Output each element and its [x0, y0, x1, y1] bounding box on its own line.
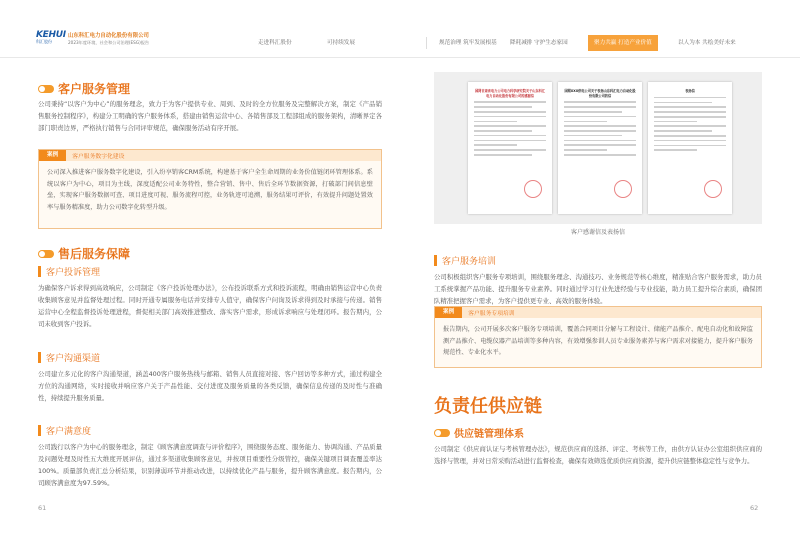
satisfaction-body: 公司践行以客户为中心的服务理念，制定《顾客满意度调查与评价程序》，围绕服务态度、服务能力、协调沟通、产品质量及问题处理及时性五大维度开展评估，通过多渠道收集顾客意见，并按项目重要性分级管控，确保关键项目调查覆盖率达100%。质量部负责汇总分析结果，识别薄弱环节并推动改进，以持续优化产品与服务，提升顾客满意度。报告期内，公司顾客满意度为97.59%。 — [38, 443, 382, 487]
channel-body: 公司建立多元化的客户沟通渠道，涵盖400客户服务热线与邮箱、销售人员直接对接、客户回访等多种方式，通过构建全方位的沟通网络，实时接收并响应客户关于产品性能、交付进度及服务质量的各类反馈，确保信息传递的及时性与准确性，持续提升服务质量。 — [38, 370, 382, 402]
case-text: 公司深入推进客户服务数字化建设，引入纷享销客CRM系统，构建基于客户全生命周期的业务价值链闭环管理体系。系统以客户为中心，项目为主线，深度适配公司业务特性，整合营销、售中、售后全环节数据资源，打破部门间信息壁垒，实现客户服务数据可查、项目进度可视、服务流程可控，业务轨迹可追溯，服务结果可评价，有效提升问题处置效率与服务精准度，助力公司数字化转型升级。 — [47, 169, 373, 211]
complaint-title: 客户投诉管理 — [46, 268, 101, 278]
thank-you-letter-1 — [468, 82, 552, 214]
supply-chain-heading — [434, 425, 524, 440]
satisfaction-heading — [38, 424, 91, 437]
case-tag: 案例 — [435, 307, 462, 318]
page-number-right: 62 — [750, 504, 759, 512]
company-logo — [36, 30, 64, 46]
heading-bar — [38, 266, 41, 277]
complaint-heading — [38, 265, 100, 278]
training-heading — [434, 254, 496, 267]
toggle-icon — [38, 85, 54, 93]
nav-item-about[interactable]: 走进科汇股份 — [258, 40, 292, 46]
satisfaction-title: 客户满意度 — [46, 427, 92, 437]
after-sales-title: 售后服务保障 — [58, 247, 131, 261]
channel-heading — [38, 351, 100, 364]
case-service-training — [434, 306, 762, 368]
letter-2-title: 国网XXX供电公司关于表扬山东科汇电力自动化股份有限公司的信 — [564, 89, 636, 98]
report-name: 2023年度环境、社会和公司治理(ESG)报告 — [68, 40, 150, 45]
page-number-left: 61 — [38, 504, 47, 512]
case-title: 客户服务数字化建设 — [72, 154, 125, 160]
case-digital-service — [38, 149, 382, 229]
complaint-body: 为确保客户诉求得到高效响应，公司制定《客户投诉处理办法》，公布投诉联系方式和投诉流程，明确由销售运营中心负责收集顾客意见并监督处理过程。同时开通专属服务电话并安排专人值守，确保客户问询及诉求得到及时承接与传递。销售运营中心全程监督投诉处理进程，督促相关部门高效推进整改、落实客户需求，形成诉求响应与处理闭环。报告期内，公司未收到客户投诉。 — [38, 284, 382, 328]
heading-bar — [434, 255, 437, 266]
nav-item-governance[interactable]: 规范治理 筑牢发展根基 — [439, 40, 497, 46]
case-tag: 案例 — [39, 150, 66, 161]
training-title: 客户服务培训 — [442, 257, 497, 267]
nav-divider — [426, 37, 427, 49]
photo-caption: 客户感谢信及表扬信 — [570, 229, 625, 236]
toggle-icon — [38, 250, 54, 258]
nav-item-sustainability[interactable]: 可持续发展 — [327, 40, 355, 46]
customer-service-heading — [38, 80, 130, 97]
thank-you-letter-2 — [558, 82, 642, 214]
nav-item-people[interactable]: 以人为本 共绘美好未来 — [678, 40, 736, 46]
seal-stamp — [524, 180, 542, 198]
report-header — [0, 0, 800, 58]
supply-chain-big-title: 负责任供应链 — [434, 396, 542, 417]
customer-service-body: 公司秉持“以客户为中心”的服务理念，致力于为客户提供专业、周到、及时的全方位服务及完整解决方案，制定《产品销售服务控制程序》，构建分工明确的客户服务体系，搭建由销售运营中心、各销售部及工程部组成的服务架构，清晰界定各部门职责边界，严格执行销售与合同评审规范，确保服务活动有序开展。 — [38, 100, 382, 132]
thank-you-letters-photo — [434, 72, 762, 224]
after-sales-heading — [38, 245, 130, 262]
channel-title: 客户沟通渠道 — [46, 354, 101, 364]
customer-service-title: 客户服务管理 — [58, 82, 131, 96]
supply-chain-title: 供应链管理体系 — [454, 429, 524, 440]
logo-subtext: 科汇股份 — [36, 39, 52, 44]
toggle-icon — [434, 429, 450, 437]
heading-bar — [38, 425, 41, 436]
seal-stamp — [704, 180, 722, 198]
case-title: 客户服务专项培训 — [468, 311, 515, 317]
letter-1-title: 国网甘肃省电力公司电力科学研究院关于山东科汇电力自动化股份有限公司的感谢信 — [474, 89, 546, 98]
heading-bar — [38, 352, 41, 363]
seal-stamp — [614, 180, 632, 198]
logo-mark: KEHUI — [36, 30, 66, 40]
training-body: 公司积极组织客户服务专项培训，围绕服务理念、沟通技巧、业务规范等核心维度，精准贴合客户服务需求，助力员工系统掌握产品功能、提升服务专业素养。同时通过学习行业先进经验与专业技能，助力员工提升综合素质，确保团队精准把握客户需求，为客户提供更专业、高效的服务体验。 — [434, 273, 762, 305]
letter-3-title: 表扬信 — [685, 89, 695, 93]
nav-item-industry-value[interactable]: 聚力共赢 打造产业价值 — [588, 35, 658, 51]
case-text: 报告期内，公司开展多次客户服务专项培训，覆盖合同项目分解与工程设计、储能产品推介、配电自动化和故障监测产品推介、电缆仪器产品培训等多种内容，有效增强参训人员专业服务素养与客户需求对接能力，提升客户服务规范性、专业化水平。 — [443, 326, 753, 356]
case-header — [39, 150, 381, 161]
company-name: 山东科汇电力自动化股份有限公司 — [68, 33, 149, 39]
case-header — [435, 307, 761, 318]
nav-item-environment[interactable]: 降耗减排 守护生态家园 — [510, 40, 568, 46]
supply-chain-body: 公司制定《供应商认证与考核管理办法》，规范供应商的选择、评定、考核等工作，由供方认证办公室组织供应商的选择与管理，并对日常采购活动进行监督检查，确保有效筛选优质供应商资源，提升供应链整体稳定性与竞争力。 — [434, 445, 762, 465]
thank-you-letter-3 — [648, 82, 732, 214]
